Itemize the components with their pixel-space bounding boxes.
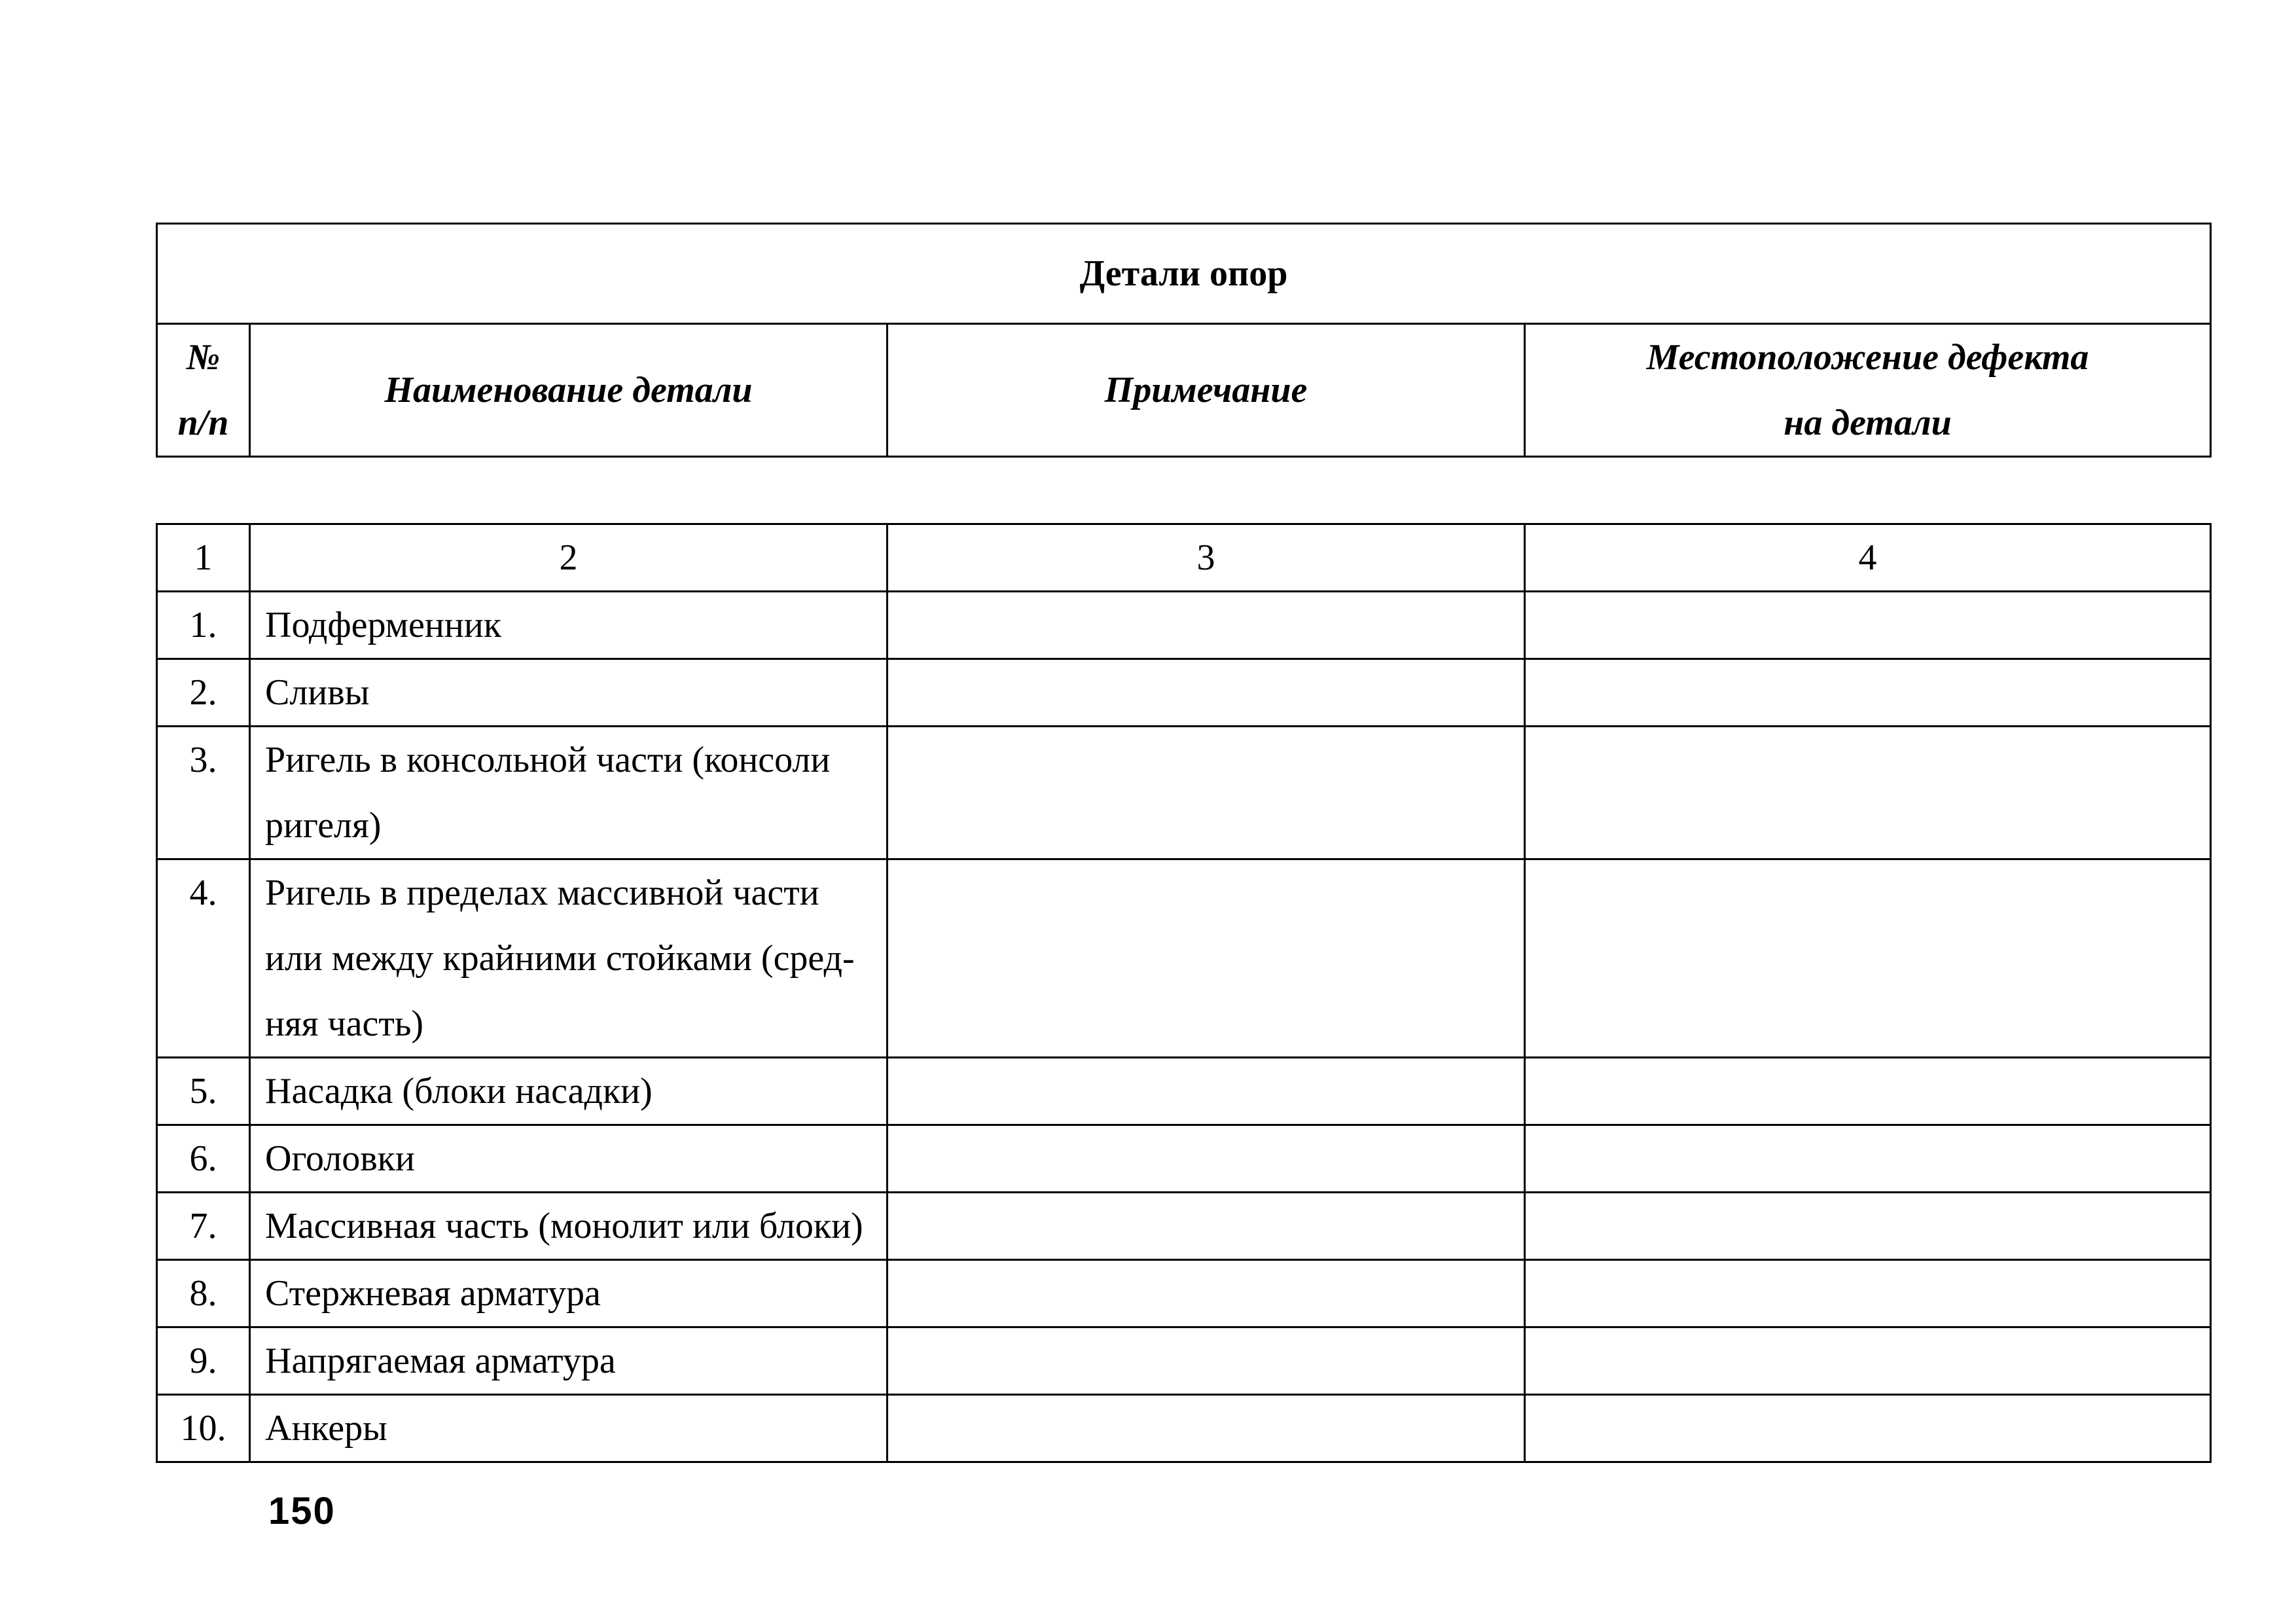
defect-location-cell[interactable] — [1525, 727, 2211, 859]
table-row — [157, 1058, 2211, 1125]
defect-location-cell[interactable] — [1525, 592, 2211, 659]
header-col-location-line2: на детали — [1784, 403, 1952, 443]
table-row — [157, 1260, 2211, 1327]
defect-location-cell[interactable] — [1525, 1193, 2211, 1260]
defect-location-cell[interactable] — [1525, 1125, 2211, 1193]
note-cell[interactable] — [888, 1125, 1525, 1193]
header-col-location-line1: Местоположение дефекта — [1646, 337, 2089, 378]
defect-location-cell[interactable] — [1525, 1058, 2211, 1125]
table-row — [157, 859, 2211, 1058]
column-number-cell: 3 — [888, 524, 1525, 592]
details-table-body — [157, 524, 2211, 1462]
table-row — [157, 659, 2211, 727]
detail-name-line: Сливы — [265, 672, 370, 713]
detail-name-cell — [250, 727, 888, 859]
row-number-cell: 10. — [157, 1395, 250, 1462]
note-cell[interactable] — [888, 1395, 1525, 1462]
defect-location-cell[interactable] — [1525, 1327, 2211, 1395]
row-number-cell: 8. — [157, 1260, 250, 1327]
detail-name-cell — [250, 1327, 888, 1395]
detail-name-line: Стержневая арматура — [265, 1273, 601, 1314]
header-col-note — [888, 324, 1525, 457]
table-row — [157, 1327, 2211, 1395]
note-cell[interactable] — [888, 1327, 1525, 1395]
table-row — [157, 1125, 2211, 1193]
detail-name-cell — [250, 1125, 888, 1193]
note-cell[interactable] — [888, 659, 1525, 727]
header-col-number-line1: № — [186, 337, 221, 378]
table-row — [157, 592, 2211, 659]
detail-name-line: Оголовки — [265, 1138, 415, 1179]
detail-name-line: Ригель в пределах массивной части — [265, 873, 819, 913]
detail-name-cell — [250, 1058, 888, 1125]
row-number-cell: 2. — [157, 659, 250, 727]
page-number: 150 — [268, 1490, 336, 1532]
row-number-cell: 6. — [157, 1125, 250, 1193]
table-title-text: Детали опор — [1079, 253, 1288, 294]
column-number-row — [157, 524, 2211, 592]
row-number-cell: 1. — [157, 592, 250, 659]
table-row — [157, 1395, 2211, 1462]
detail-name-line: Насадка (блоки насадки) — [265, 1071, 653, 1111]
row-number-cell: 5. — [157, 1058, 250, 1125]
column-number-cell: 1 — [157, 524, 250, 592]
table-title — [157, 224, 2211, 324]
defect-location-cell[interactable] — [1525, 659, 2211, 727]
row-number-cell: 4. — [157, 859, 250, 1058]
table-row — [157, 727, 2211, 859]
defect-location-cell[interactable] — [1525, 1260, 2211, 1327]
detail-name-cell — [250, 1260, 888, 1327]
detail-name-cell — [250, 859, 888, 1058]
column-number-cell: 4 — [1525, 524, 2211, 592]
detail-name-line: Массивная часть (монолит или блоки) — [265, 1206, 863, 1246]
row-number-cell: 9. — [157, 1327, 250, 1395]
header-table — [156, 223, 2212, 458]
details-table — [156, 523, 2212, 1463]
row-number-cell: 3. — [157, 727, 250, 859]
column-number-cell: 2 — [250, 524, 888, 592]
note-cell[interactable] — [888, 727, 1525, 859]
detail-name-line: Подферменник — [265, 605, 502, 645]
detail-name-line: Напрягаемая арматура — [265, 1341, 616, 1381]
detail-name-line: ригеля) — [265, 805, 382, 846]
defect-location-cell[interactable] — [1525, 859, 2211, 1058]
detail-name-cell — [250, 592, 888, 659]
detail-name-cell — [250, 659, 888, 727]
detail-name-cell — [250, 1193, 888, 1260]
detail-name-cell — [250, 1395, 888, 1462]
header-col-note-text: Примечание — [1104, 370, 1308, 410]
header-col-number — [157, 324, 250, 457]
header-col-name — [250, 324, 888, 457]
header-col-name-text: Наименование детали — [384, 370, 753, 410]
header-col-number-line2: п/п — [177, 403, 229, 443]
note-cell[interactable] — [888, 1058, 1525, 1125]
note-cell[interactable] — [888, 592, 1525, 659]
detail-name-line: или между крайними стойками (сред- — [265, 938, 855, 979]
detail-name-line: Ригель в консольной части (консоли — [265, 740, 831, 780]
header-col-location — [1525, 324, 2211, 457]
detail-name-line: няя часть) — [265, 1003, 424, 1044]
detail-name-line: Анкеры — [265, 1408, 387, 1449]
table-row — [157, 1193, 2211, 1260]
note-cell[interactable] — [888, 1193, 1525, 1260]
note-cell[interactable] — [888, 859, 1525, 1058]
defect-location-cell[interactable] — [1525, 1395, 2211, 1462]
row-number-cell: 7. — [157, 1193, 250, 1260]
note-cell[interactable] — [888, 1260, 1525, 1327]
